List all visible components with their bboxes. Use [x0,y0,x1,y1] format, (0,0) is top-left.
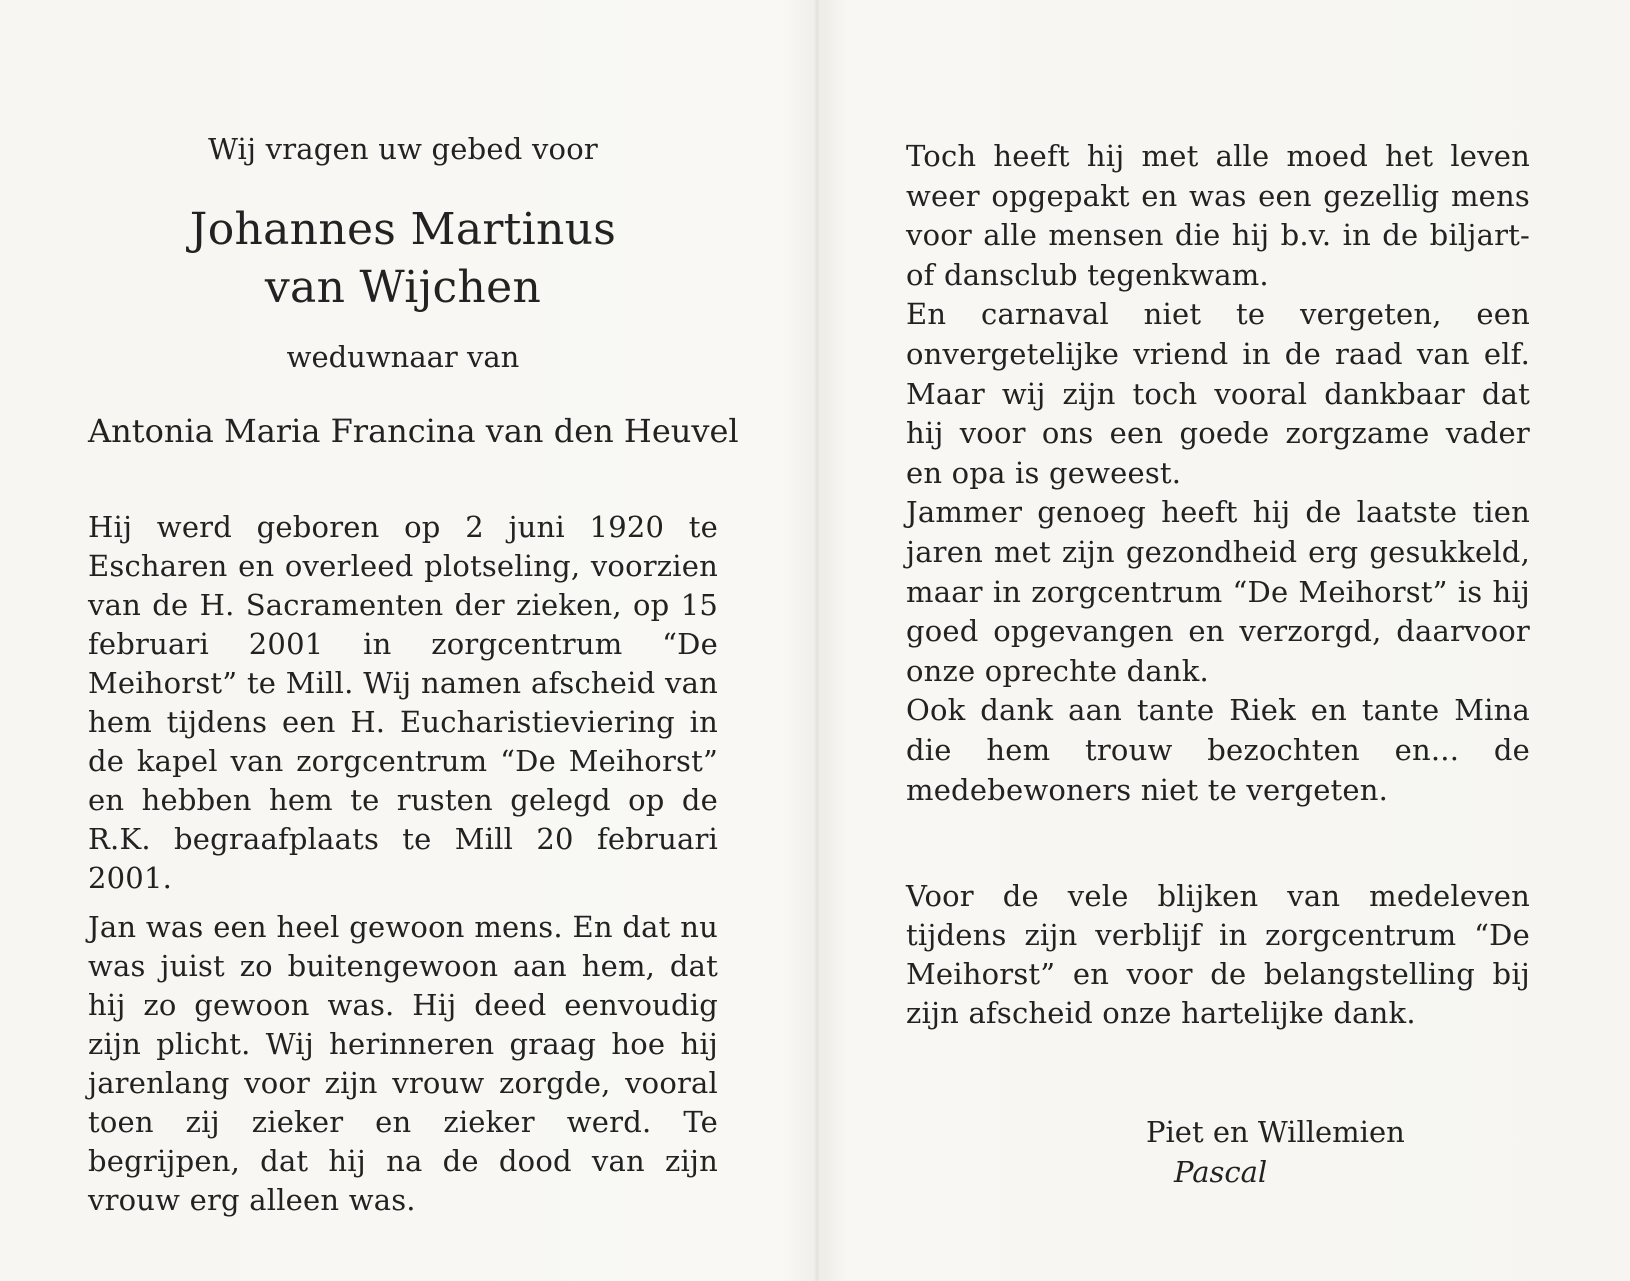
left-panel [88,0,739,1281]
thanks-paragraph: Voor de vele blijken van medeleven tijdens zijn verblijf in zorgcentrum “De Meihorst” en voor de belangstelling bij zijn afscheid onze hartelijke dank. [906,879,1530,1030]
remembrance-paragraph: Ook dank aan tante Riek en tante Mina die hem trouw bezochten en... de medebewoners niet te vergeten. [906,693,1530,807]
signature [1146,1112,1506,1192]
spouse-name: Antonia Maria Francina van den Heuvel [88,412,739,450]
deceased-surname: van Wijchen [264,262,542,313]
remembrance-paragraph: Jammer genoeg heeft hij de laatste tien jaren met zijn gezondheid erg gesukkeld, maar in zorgcentrum “De Meihorst” is hij goed opgevangen en verzorgd, daarvoor onze oprechte dank. [906,495,1530,688]
signature-grandchild: Pascal [1174,1155,1268,1189]
remembrance-paragraph: Toch heeft hij met alle moed het leven weer opgepakt en was een gezellig mens voor alle mensen die hij b.v. in de biljart- of dansclub tegenkwam. [906,139,1530,292]
signature-names: Piet en Willemien [1146,1115,1405,1149]
relation-text: weduwnaar van [286,340,520,374]
tribute-paragraph: Jan was een heel gewoon mens. En dat nu was juist zo buitengewoon aan hem, dat hij zo gewoon was. Hij deed eenvoudig zijn plicht. Wij herinneren graag hoe hij jarenlang voor zijn vrouw zorgde, vooral toen zij zieker en zieker werd. Te begrijpen, dat hij na de dood van zijn vrouw erg alleen was. [88,910,718,1217]
card-fold [814,0,820,1281]
remembrance-paragraph: En carnaval niet te vergeten, een onvergetelijke vriend in de raad van elf. Maar wij zijn toch vooral dankbaar dat hij voor ons een goede zorgzame vader en opa is geweest. [906,297,1530,490]
prayer-intro: Wij vragen uw gebed voor [208,132,598,166]
deceased-first-names: Johannes Martinus [189,204,617,255]
biography-paragraph: Hij werd geboren op 2 juni 1920 te Escharen en overleed plotseling, voorzien van de H. Sacramenten der zieken, op 15 februari 2001 in zorgcentrum “De Meihorst” te Mill. Wij namen afscheid van hem tijdens een H. Eucharistieviering in de kapel van zorgcentrum “De Meihorst” en hebben hem te rusten gelegd op de R.K. begraafplaats te Mill 20 februari 2001. [88,510,718,895]
right-panel [906,0,1530,1281]
remembrance-text [906,137,1530,810]
